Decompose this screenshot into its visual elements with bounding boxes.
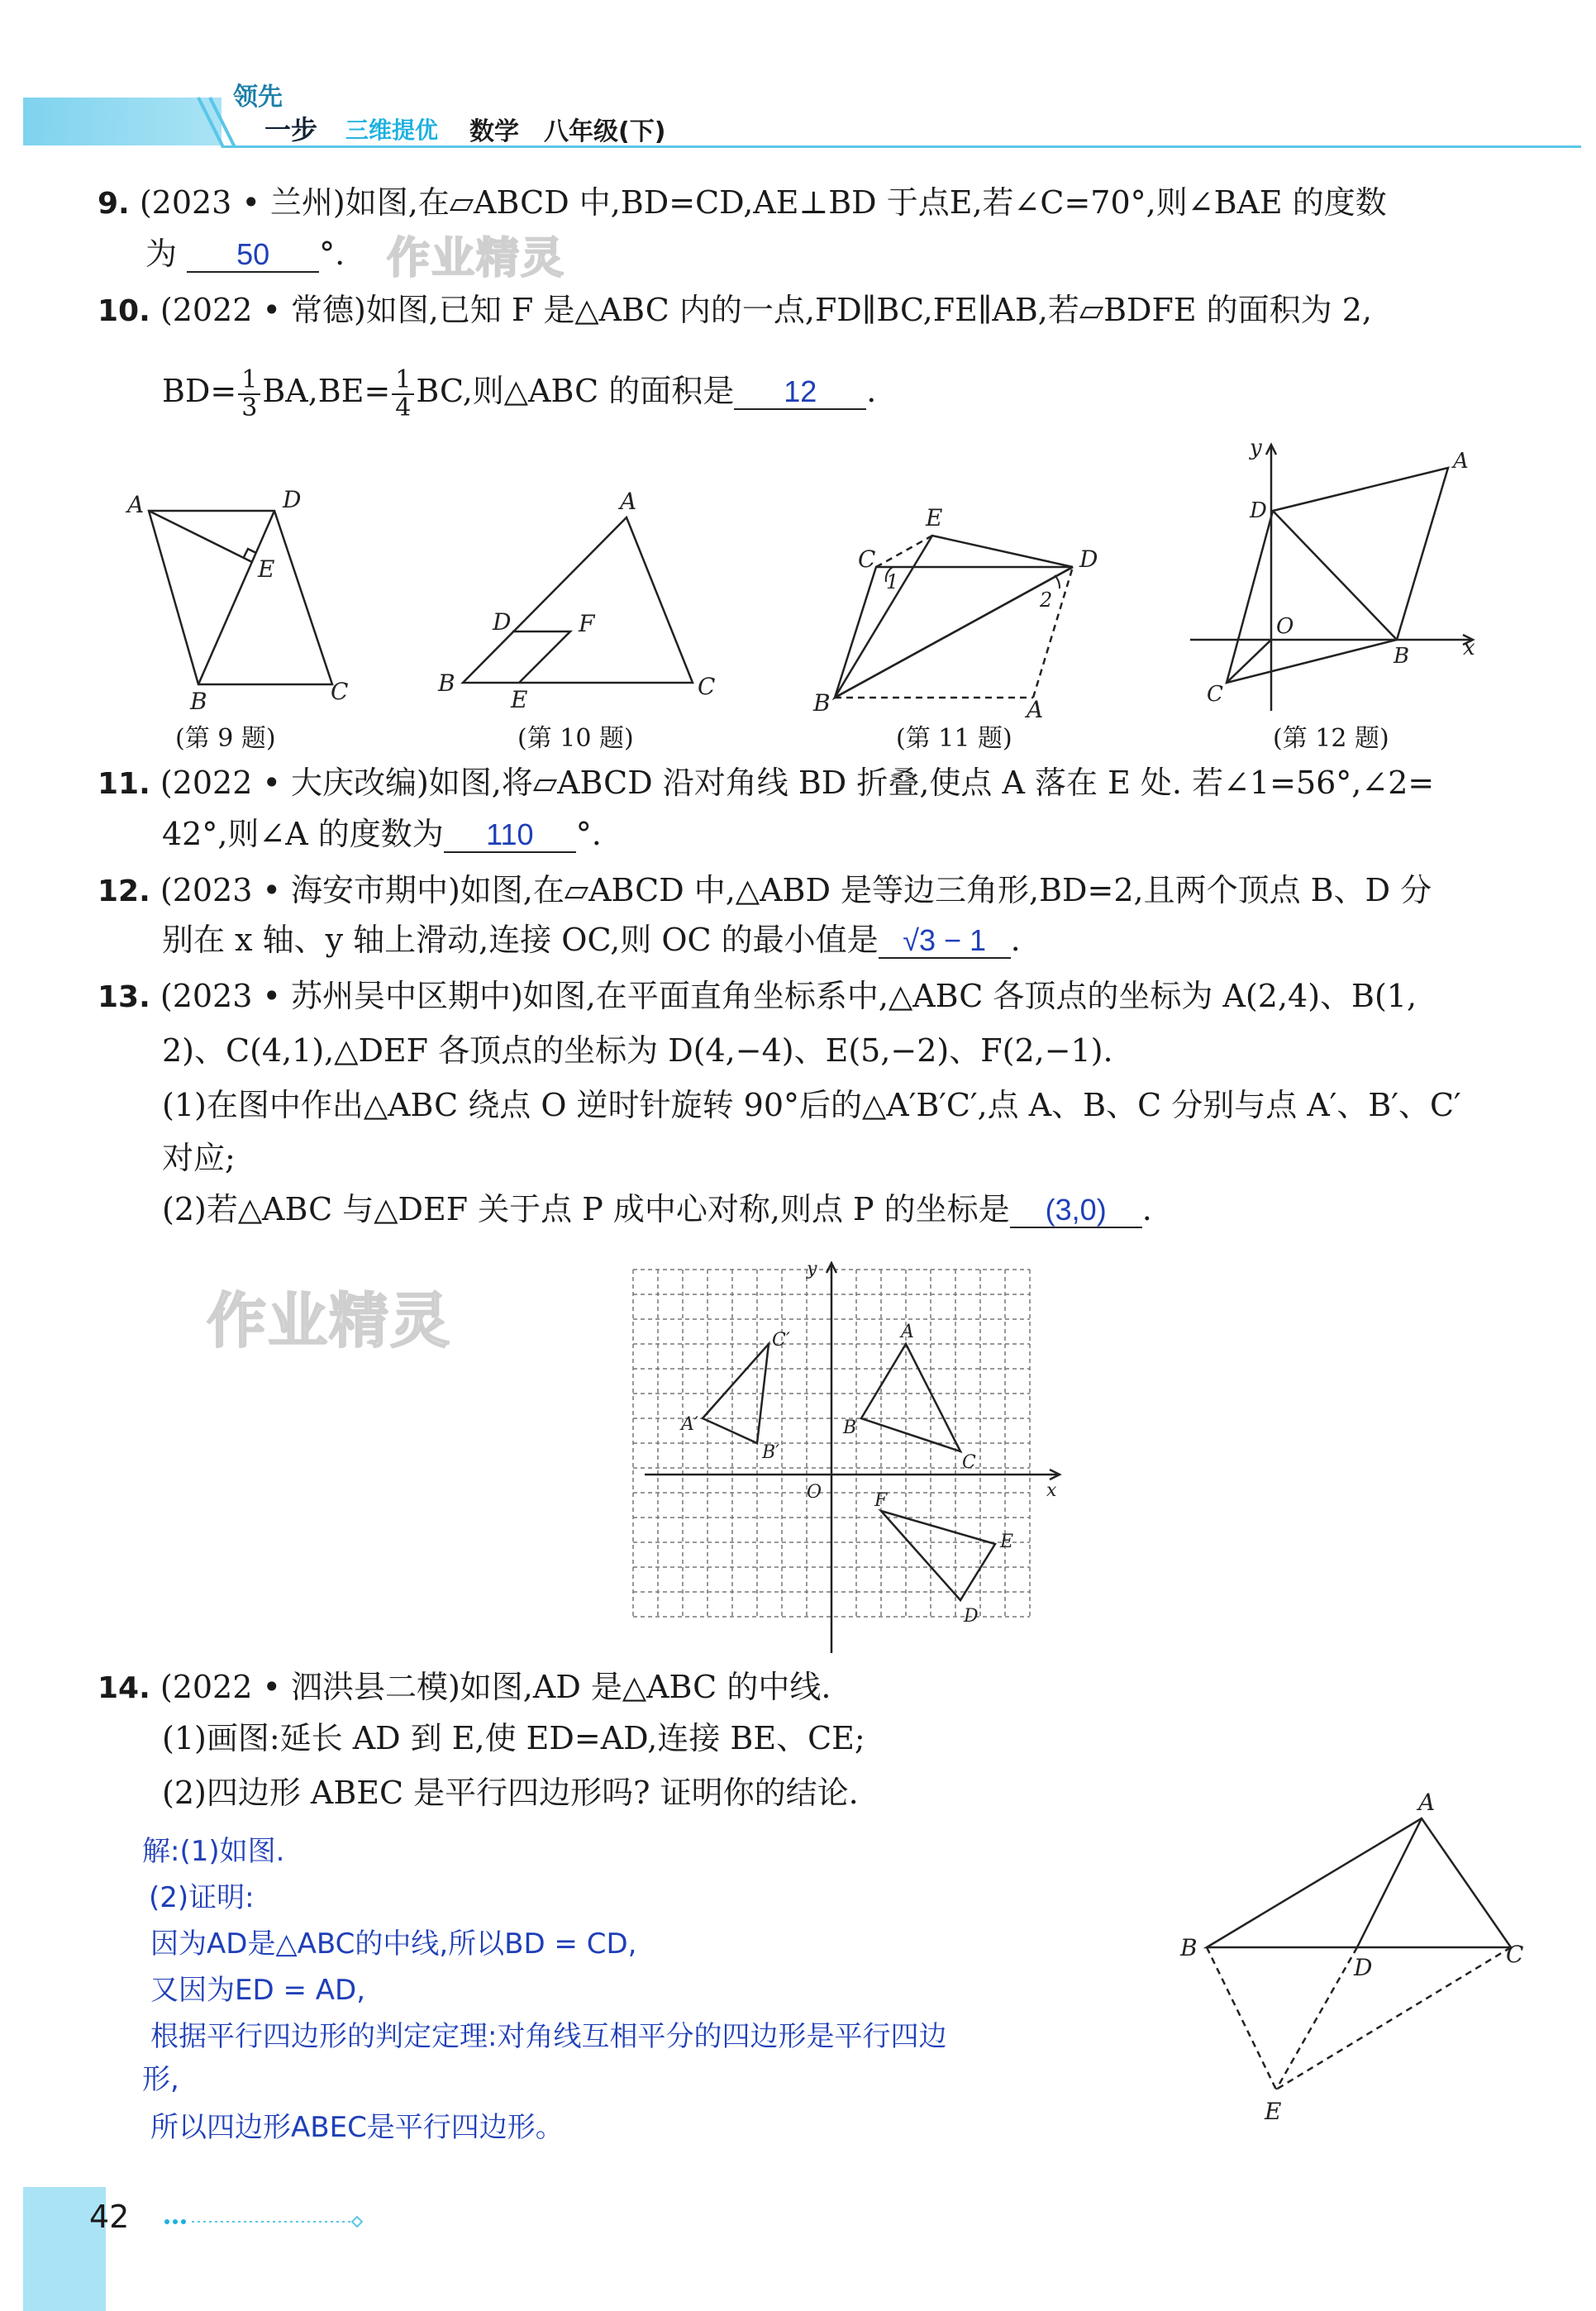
subject-title: 数学	[469, 117, 519, 146]
header-rule	[222, 145, 1581, 148]
caption-11: (第 11 题)	[896, 724, 1012, 753]
label-B: B	[190, 688, 207, 715]
label-A: A	[901, 1322, 914, 1342]
fraction-numerator: 1	[238, 367, 260, 395]
label-F: F	[874, 1490, 888, 1511]
problem-12-line1	[98, 871, 1432, 911]
label-C: C	[698, 673, 716, 700]
label-B: B	[1394, 644, 1410, 669]
label-B: B	[1180, 1934, 1198, 1961]
figure-13-grid	[612, 1248, 1074, 1661]
problem-10-line1	[98, 291, 1372, 331]
footer-dotted-line	[162, 2210, 369, 2235]
problem-number: 11.	[98, 767, 150, 801]
label-angle-2: 2	[1040, 588, 1053, 612]
problem-14-line1	[98, 1668, 831, 1708]
label-O: O	[1276, 614, 1294, 639]
answer-blank: 110	[444, 818, 576, 853]
label-E: E	[258, 555, 275, 583]
label-D: D	[1079, 546, 1098, 573]
caption-10: (第 10 题)	[517, 724, 634, 753]
label-A-prime: A′	[681, 1414, 698, 1435]
label-C-prime: C′	[772, 1330, 790, 1351]
problem-number: 13.	[98, 980, 150, 1014]
label-A: A	[620, 488, 637, 515]
problem-text: BC,则△ABC 的面积是	[416, 373, 735, 409]
label-E: E	[1000, 1532, 1014, 1552]
label-D: D	[1250, 498, 1267, 523]
page-number: 42	[89, 2199, 130, 2235]
label-O: O	[807, 1482, 822, 1503]
label-B-prime: B′	[762, 1442, 780, 1463]
problem-text: BA,BE=	[262, 373, 391, 409]
label-C: C	[1207, 682, 1223, 707]
problem-13-line5	[162, 1190, 1152, 1228]
label-angle-1: 1	[886, 570, 899, 593]
label-D: D	[964, 1606, 979, 1627]
problem-text: (2022 • 泗洪县二模)如图,AD 是△ABC 的中线.	[160, 1669, 831, 1705]
problem-9-line1	[98, 183, 1387, 223]
logo-top: 领先	[233, 83, 283, 112]
series-title: 三维提优	[345, 117, 439, 144]
label-B: B	[843, 1418, 857, 1438]
problem-14-line2: (1)画图:延长 AD 到 E,使 ED=AD,连接 BE、CE;	[162, 1720, 865, 1756]
problem-11-line2	[162, 815, 602, 853]
label-C: C	[858, 546, 876, 573]
label-A: A	[1453, 449, 1469, 474]
problem-text: (2023 • 海安市期中)如图,在▱ABCD 中,△ABD 是等边三角形,BD=2,且两个顶点 B、D 分	[160, 872, 1432, 908]
problem-text: .	[1141, 1191, 1152, 1227]
label-A: A	[1418, 1789, 1436, 1816]
label-y: y	[1250, 436, 1262, 460]
watermark: 作业精灵	[207, 1286, 452, 1356]
problem-13-line3: (1)在图中作出△ABC 绕点 O 逆时针旋转 90°后的△A′B′C′,点 A、B、C 分别与点 A′、B′、C′	[162, 1087, 1461, 1123]
problem-text: .	[866, 373, 877, 409]
solution-line: 形,	[142, 2063, 179, 2096]
fraction	[238, 367, 260, 422]
label-D: D	[1354, 1954, 1373, 1981]
problem-text: BD=	[162, 373, 237, 409]
label-E: E	[511, 686, 528, 713]
label-x: x	[1463, 636, 1475, 660]
label-C: C	[1506, 1941, 1524, 1968]
label-C: C	[331, 678, 349, 705]
label-B: B	[438, 669, 455, 697]
problem-13-line4: 对应;	[162, 1140, 236, 1176]
label-E: E	[926, 504, 943, 531]
figure-9	[124, 486, 364, 715]
answer-blank: (3,0)	[1010, 1194, 1142, 1228]
problem-10-line2	[162, 354, 876, 428]
problem-13-line2: 2)、C(4,1),△DEF 各顶点的坐标为 D(4,−4)、E(5,−2)、F(2,−1).	[162, 1032, 1113, 1069]
label-A: A	[1027, 696, 1044, 723]
logo-bottom: 一步	[264, 114, 318, 145]
problem-text: (2023 • 兰州)如图,在▱ABCD 中,BD=CD,AE⊥BD 于点E,若∠C=70°,则∠BAE 的度数	[139, 184, 1387, 221]
watermark: 作业精灵	[387, 234, 566, 284]
label-B: B	[813, 689, 831, 717]
problem-text: .	[1010, 922, 1021, 958]
problem-text: (2023 • 苏州吴中区期中)如图,在平面直角坐标系中,△ABC 各顶点的坐标为 A(2,4)、B(1,	[160, 978, 1417, 1014]
header-chevron-icon	[190, 83, 240, 149]
problem-number: 10.	[98, 294, 150, 328]
answer-blank: √3 − 1	[879, 924, 1011, 959]
grade-title: 八年级(下)	[544, 117, 666, 146]
problem-number: 9.	[98, 187, 130, 221]
label-D: D	[283, 486, 302, 513]
label-A: A	[127, 491, 145, 518]
answer-blank: 12	[734, 375, 866, 410]
problem-number: 12.	[98, 874, 150, 908]
caption-9: (第 9 题)	[175, 724, 276, 753]
label-E: E	[1265, 2098, 1282, 2125]
problem-text: (2022 • 常德)如图,已知 F 是△ABC 内的一点,FD∥BC,FE∥AB,若▱BDFE 的面积为 2,	[160, 292, 1372, 328]
solution-line: 根据平行四边形的判定定理:对角线互相平分的四边形是平行四边	[150, 2020, 947, 2053]
label-D: D	[493, 608, 512, 636]
problem-number: 14.	[98, 1671, 150, 1705]
fraction	[392, 367, 414, 422]
problem-text: (2)若△ABC 与△DEF 关于点 P 成中心对称,则点 P 的坐标是	[162, 1191, 1010, 1227]
problem-12-line2	[162, 921, 1021, 959]
figure-14	[1174, 1785, 1524, 2132]
fraction-denominator: 4	[395, 393, 412, 422]
figure-10	[438, 484, 727, 716]
fraction-numerator: 1	[392, 367, 414, 395]
problem-9-line2	[145, 235, 345, 273]
solution-line: 所以四边形ABEC是平行四边形。	[150, 2111, 564, 2144]
problem-text: 别在 x 轴、y 轴上滑动,连接 OC,则 OC 的最小值是	[162, 922, 879, 958]
fraction-denominator: 3	[241, 393, 258, 422]
problem-text: °.	[319, 236, 345, 272]
label-y: y	[807, 1259, 817, 1279]
label-F: F	[579, 610, 595, 637]
figure-11	[810, 501, 1108, 723]
answer-blank: 50	[187, 238, 319, 273]
solution-line: 解:(1)如图.	[142, 1835, 285, 1868]
solution-line: 又因为ED = AD,	[150, 1974, 366, 2007]
problem-14-line3: (2)四边形 ABEC 是平行四边形吗? 证明你的结论.	[162, 1775, 859, 1811]
label-C: C	[962, 1452, 976, 1473]
solution-line: 因为AD是△ABC的中线,所以BD = CD,	[150, 1927, 637, 1961]
solution-line: (2)证明:	[149, 1881, 255, 1914]
caption-12: (第 12 题)	[1273, 724, 1389, 753]
problem-text: (2022 • 大庆改编)如图,将▱ABCD 沿对角线 BD 折叠,使点 A 落在 E 处. 若∠1=56°,∠2=	[160, 765, 1435, 801]
problem-text: 为	[145, 236, 178, 272]
problem-text: 42°,则∠A 的度数为	[162, 816, 444, 852]
label-x: x	[1046, 1480, 1057, 1501]
problem-13-line1	[98, 977, 1417, 1017]
figure-12	[1190, 438, 1496, 719]
problem-11-line1	[98, 764, 1434, 803]
problem-text: °.	[575, 816, 602, 852]
